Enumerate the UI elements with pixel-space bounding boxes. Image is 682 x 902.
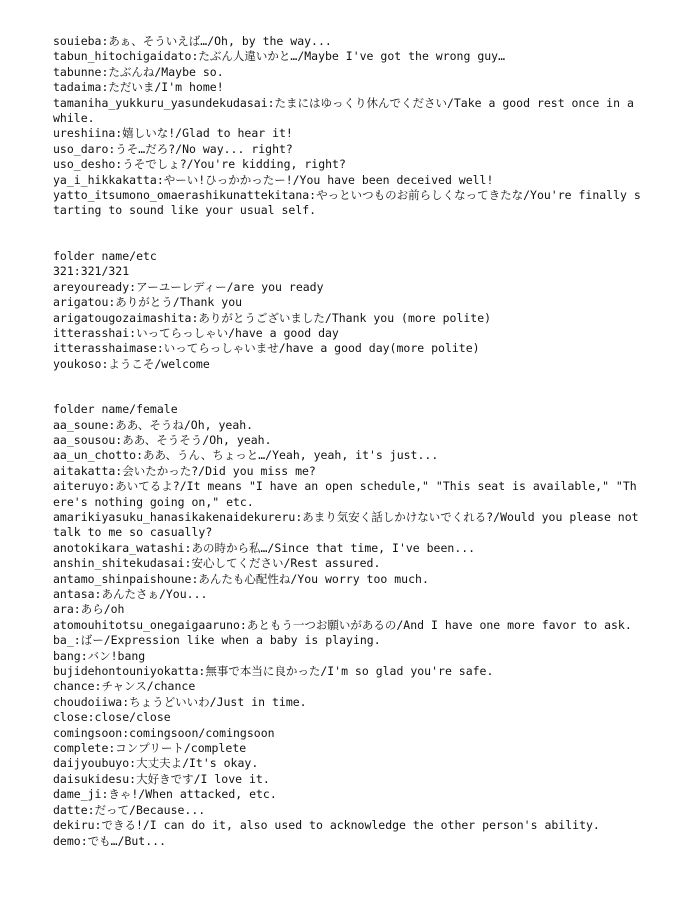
entry-line: anotokikara_watashi:あの時から私…/Since that time, I've been...: [53, 540, 476, 555]
entry-line: aa_soune:ああ、そうね/Oh, yeah.: [53, 417, 254, 432]
entry-line: complete:コンプリート/complete: [53, 741, 247, 756]
entry-line: areyouready:アーユーレディー/are you ready: [53, 279, 324, 294]
entry-line: ureshiina:嬉しいな!/Glad to hear it!: [53, 126, 293, 141]
entry-line: tamaniha_yukkuru_yasundekudasai:たまにはゆっくり休んでください/Take a good rest once in a while.: [53, 95, 641, 126]
entry-line: demo:でも…/But...: [53, 833, 167, 848]
entry-line: aitakatta:会いたかった?/Did you miss me?: [53, 463, 316, 478]
section-gap: [53, 219, 643, 249]
entry-line: antasa:あんたさぁ/You...: [53, 587, 208, 601]
entry-line: youkoso:ようこそ/welcome: [53, 356, 210, 371]
folder-heading: folder name/etc: [53, 248, 157, 263]
entry-line: itterasshai:いってらっしゃい/have a good day: [53, 325, 339, 340]
entry-line: dame_ji:きゃ!/When attacked, etc.: [53, 787, 277, 802]
entry-line: aa_un_chotto:ああ、うん、ちょっと…/Yeah, yeah, it's just...: [53, 448, 439, 463]
entry-line: tabun_hitochigaidato:たぶん人違いかと…/Maybe I've got the wrong guy…: [53, 49, 506, 64]
entry-line: antamo_shinpaishoune:あんたも心配性ね/You worry too much.: [53, 571, 429, 586]
entry-line: uso_daro:うそ…だろ?/No way... right?: [53, 141, 293, 156]
entry-line: uso_desho:うそでしょ?/You're kidding, right?: [53, 157, 346, 172]
entry-line: dekiru:できる!/I can do it, also used to acknowledge the other person's ability.: [53, 818, 600, 833]
entry-line: amarikiyasuku_hanasikakenaidekureru:あまり気安く話しかけないでくれる?/Would you please not talk to me so casually?: [53, 509, 646, 540]
entry-line: arigatou:ありがとう/Thank you: [53, 295, 243, 310]
entry-line: bang:バン!bang: [53, 648, 146, 663]
entry-line: choudoiiwa:ちょうどいいわ/Just in time.: [53, 694, 307, 709]
entry-line: tadaima:ただいま/I'm home!: [53, 80, 224, 95]
entry-line: aa_sousou:ああ、そうそう/Oh, yeah.: [53, 432, 272, 447]
entry-line: arigatougozaimashita:ありがとうございました/Thank you (more polite): [53, 310, 492, 325]
entry-line: daijyoubuyo:大丈夫よ/It's okay.: [53, 756, 259, 771]
entry-line: chance:チャンス/chance: [53, 679, 196, 694]
entry-line: ara:あら/oh: [53, 602, 125, 617]
entry-line: anshin_shitekudasai:安心してください/Rest assured.: [53, 556, 381, 571]
entry-line: yatto_itsumono_omaerashikunattekitana:やっといつものお前らしくなってきたな/You're finally starting to sound like your usual self.: [53, 188, 641, 218]
entry-line: itterasshaimase:いってらっしゃいませ/have a good day(more polite): [53, 341, 480, 356]
entry-line: 321:321/321: [53, 264, 130, 279]
entry-line: bujidehontouniyokatta:無事で本当に良かった/I'm so glad you're safe.: [53, 664, 494, 679]
entry-line: comingsoon:comingsoon/comingsoon: [53, 725, 275, 740]
entry-line: aiteruyo:あいてるよ?/It means "I have an open schedule," "This seat is available," "There's nothing going on," etc.: [53, 479, 637, 509]
entry-line: ba_:ばー/Expression like when a baby is playing.: [53, 633, 381, 648]
entry-line: ya_i_hikkakatta:やーい!ひっかかったー!/You have been deceived well!: [53, 172, 494, 187]
entry-line: atomouhitotsu_onegaigaaruno:あともう一つお願いがあるの/And I have one more favor to ask.: [53, 617, 632, 632]
entry-line: souieba:あぁ、そういえば…/Oh, by the way...: [53, 34, 332, 48]
entry-line: close:close/close: [53, 710, 171, 725]
entry-line: daisukidesu:大好きです/I love it.: [53, 771, 270, 786]
entry-line: tabunne:たぶんね/Maybe so.: [53, 64, 224, 79]
document-body: [53, 34, 646, 849]
folder-heading: folder name/female: [53, 402, 178, 417]
entry-line: datte:だって/Because...: [53, 802, 206, 817]
section-gap: [53, 372, 643, 402]
